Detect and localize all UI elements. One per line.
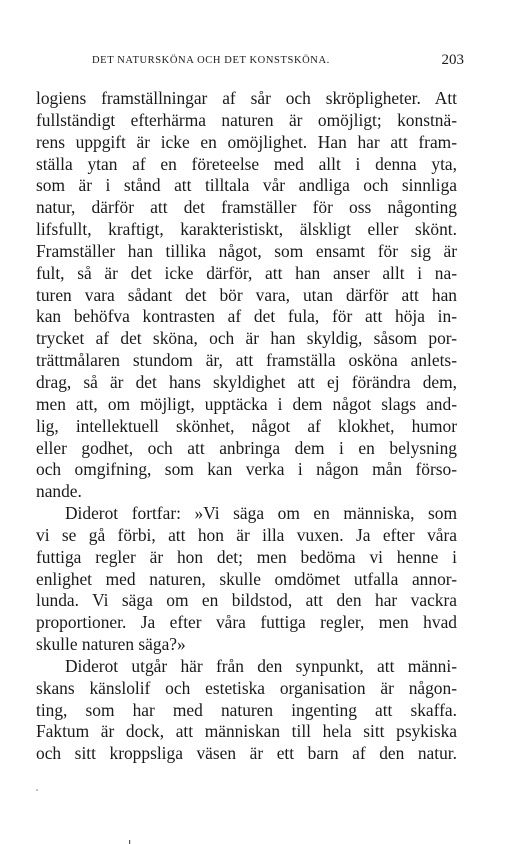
running-head [92,52,464,72]
text-line: och sitt kroppsliga väsen är ett barn af den natur. [36,743,457,764]
text-line: Faktum är dock, att människan till hela sitt psykiska [36,721,457,742]
text-line: som är i stånd att tilltala vår andliga och sinnliga [36,175,457,196]
text-line: futtiga regler är hon det; men bedöma vi henne i [36,546,457,567]
text-line: ting, som har med naturen ingenting att skaffa. [36,699,457,720]
text-line: rens uppgift är icke en omöjlighet. Han har att fram- [36,131,457,152]
text-line: lifsfullt, kraftigt, karakteristiskt, älskligt eller skönt. [36,219,457,240]
text-line: fullständigt efterhärma naturen är omöjligt; konstnä- [36,109,457,130]
text-line: och omgifning, som kan verka i någon mån förso- [36,459,457,480]
speck [36,789,38,791]
text-line: kan behöfva kontrasten af det fula, för att höja in- [36,306,457,327]
page-number: 203 [441,52,464,68]
text-line: logiens framställningar af sår och skröpligheter. Att [36,88,457,108]
text-line: trycket af det sköna, och är han skyldig, såsom por- [36,328,457,349]
text-line: eller godhet, och att anbringa dem i en belysning [36,437,457,458]
text-line: ställa ytan af en företeelse med allt i denna yta, [36,153,457,174]
text-line: skans känslolif och estetiska organisation är någon- [36,677,457,698]
text-line: nande. [36,481,82,502]
paragraph [36,503,457,656]
paragraph [36,88,457,503]
text-line: Framställer han tillika något, som ensamt för sig är [36,240,457,261]
text-line: Diderot fortfar: »Vi säga om en människa, som [65,503,457,524]
text-line: lunda. Vi säga om en bildstod, att den har vackra [36,590,457,611]
text-line: enlighet med naturen, skulle omdömet utfalla annor- [36,568,457,589]
speck [129,840,130,844]
running-title: DET NATURSKÖNA OCH DET KONSTSKÖNA. [92,55,330,66]
text-line: lig, intellektuell skönhet, något af klokhet, humor [36,415,457,436]
text-line: trättmålaren stundom är, att framställa osköna anlets- [36,350,457,371]
paragraph [36,656,457,765]
text-line: vi se gå förbi, att hon är illa vuxen. Ja efter våra [36,524,457,545]
body-text [36,88,457,765]
text-line: turen vara sådant det bör vara, utan därför att han [36,284,457,305]
text-line: natur, därför att det framställer för oss någonting [36,197,457,218]
text-line: fult, så är det icke därför, att han anser allt i na- [36,262,457,283]
text-line: skulle naturen säga?» [36,634,186,655]
text-line: Diderot utgår här från den synpunkt, att männi- [65,655,457,676]
text-line: drag, så är det hans skyldighet att ej förändra dem, [36,371,457,392]
text-line: men att, om möjligt, upptäcka i dem något slags and- [36,393,457,414]
text-line: proportioner. Ja efter våra futtiga regler, men hvad [36,612,457,633]
